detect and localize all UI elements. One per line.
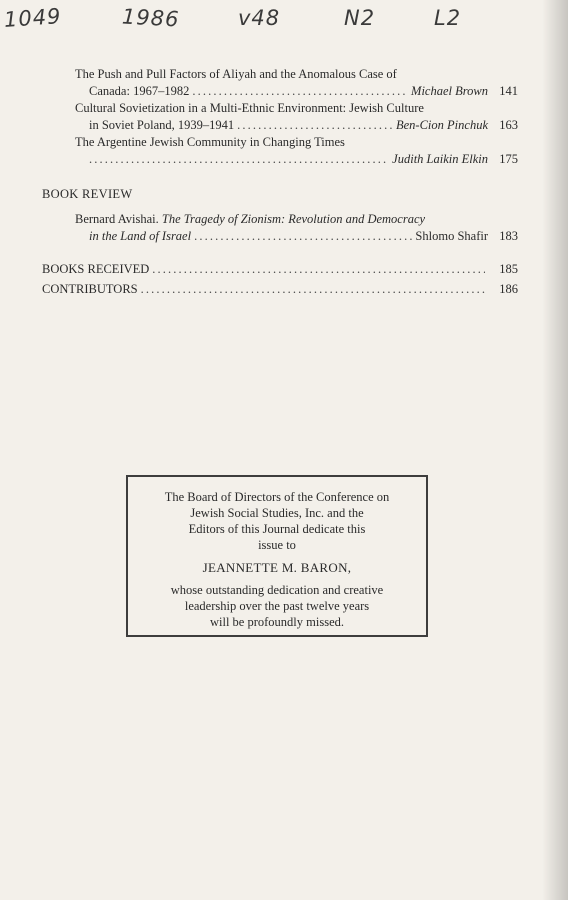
dedication-line: Editors of this Journal dedicate this xyxy=(188,522,366,536)
leader-dots xyxy=(89,151,389,168)
book-review-heading: BOOK REVIEW xyxy=(42,187,133,201)
toc-line xyxy=(75,151,518,168)
article-title: The Push and Pull Factors of Aliyah and the Anomalous Case of xyxy=(75,67,397,81)
toc-entry-sovietization xyxy=(75,100,518,134)
dedication-line: leadership over the past twelve years xyxy=(184,599,370,613)
toc-line xyxy=(75,211,518,228)
toc-entry-aliyah xyxy=(75,66,518,100)
review-title: The Tragedy of Zionism: Revolution and Democracy xyxy=(161,212,426,226)
review-title-cont: in the Land of Israel xyxy=(89,229,192,243)
handwriting-4: N2 xyxy=(344,6,376,30)
article-author: Michael Brown xyxy=(411,84,488,98)
review-lead: Bernard Avishai. xyxy=(75,212,159,226)
article-author: Ben-Cion Pinchuk xyxy=(396,118,488,132)
article-title-cont: Canada: 1967–1982 xyxy=(89,84,190,98)
toc-line xyxy=(75,100,518,117)
page-number: 185 xyxy=(499,262,518,276)
toc-line xyxy=(75,228,518,245)
toc-line xyxy=(75,134,518,151)
article-title: Cultural Sovietization in a Multi-Ethnic Environment: Jewish Culture xyxy=(75,101,424,115)
page-number: 141 xyxy=(499,84,518,98)
handwriting-3: v48 xyxy=(238,6,281,30)
leader-dots xyxy=(192,83,408,100)
dedication-line: will be profoundly missed. xyxy=(209,615,344,629)
contributors-label: CONTRIBUTORS xyxy=(42,282,138,296)
dedication-line: issue to xyxy=(258,538,296,552)
page-edge-shadow xyxy=(542,0,568,900)
article-title-cont: in Soviet Poland, 1939–1941 xyxy=(89,118,235,132)
handwriting-1: 1049 xyxy=(3,4,63,32)
page-number: 175 xyxy=(499,152,518,166)
toc-entry-contributors xyxy=(42,281,518,298)
article-title: The Argentine Jewish Community in Changing Times xyxy=(75,135,345,149)
spacer xyxy=(42,245,518,257)
page-number: 183 xyxy=(499,229,518,243)
books-received-label: BOOKS RECEIVED xyxy=(42,262,150,276)
dedication-line: Jewish Social Studies, Inc. and the xyxy=(190,506,364,520)
table-of-contents xyxy=(42,66,518,298)
dedication-line: whose outstanding dedication and creative xyxy=(170,583,384,597)
handwriting-5: L2 xyxy=(434,6,462,30)
leader-dots xyxy=(194,228,412,245)
toc-line xyxy=(75,83,518,100)
toc-entry-books-received xyxy=(42,261,518,278)
page-number: 163 xyxy=(499,118,518,132)
toc-entry-argentine xyxy=(75,134,518,168)
leader-dots xyxy=(141,281,485,298)
article-author: Judith Laikin Elkin xyxy=(392,152,488,166)
leader-dots xyxy=(152,261,485,278)
review-author: Shlomo Shafir xyxy=(415,229,488,243)
leader-dots xyxy=(237,117,393,134)
toc-line xyxy=(75,117,518,134)
dedication-line: The Board of Directors of the Conference on xyxy=(164,490,390,504)
handwritten-annotation xyxy=(4,6,474,38)
page-number: 186 xyxy=(499,282,518,296)
dedication-box xyxy=(126,475,428,637)
toc-line xyxy=(75,66,518,83)
handwriting-2: 1986 xyxy=(121,4,181,32)
toc-entry-book-review xyxy=(75,211,518,245)
dedication-name: JEANNETTE M. BARON, xyxy=(202,560,352,575)
